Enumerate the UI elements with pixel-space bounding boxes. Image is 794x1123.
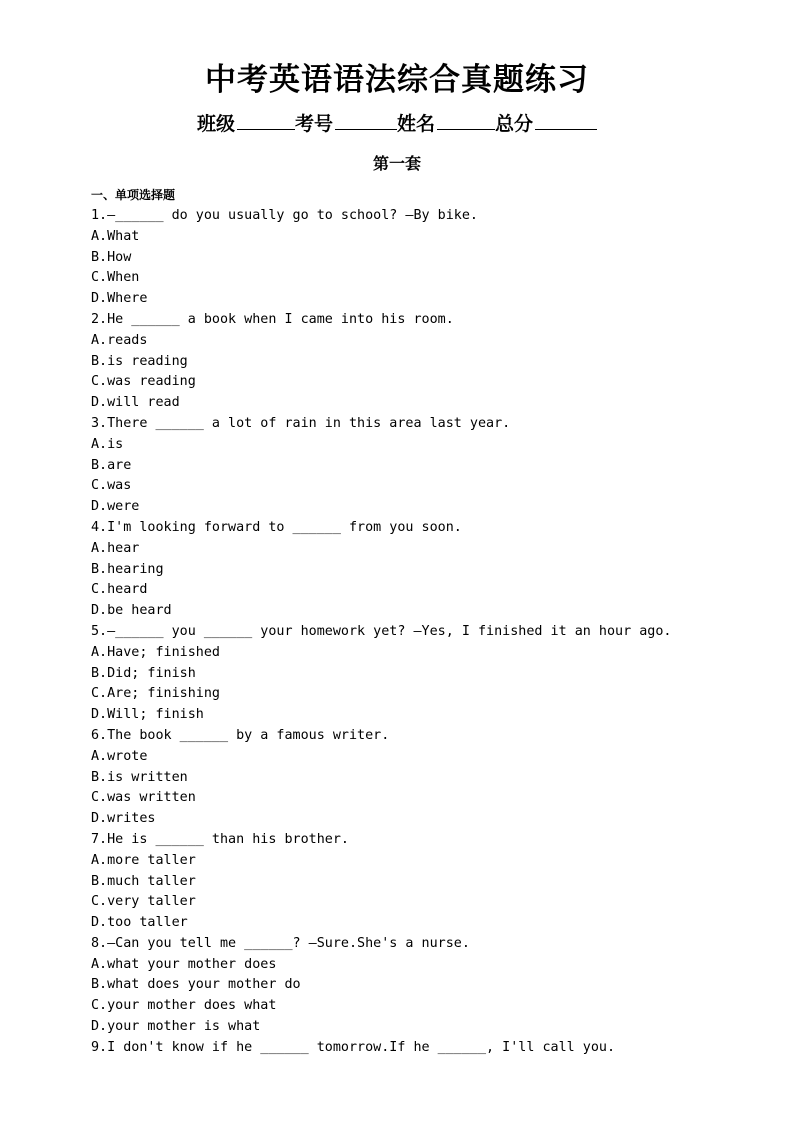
option-a: A.hear xyxy=(91,540,140,556)
set-title: 第一套 xyxy=(372,154,421,173)
page-title: 中考英语语法综合真题练习 xyxy=(205,62,589,98)
name-field xyxy=(397,113,495,135)
question-stem: 8.—Can you tell me ______? —Sure.She's a nurse. xyxy=(91,935,470,951)
option-d: D.Will; finish xyxy=(91,707,204,723)
total-score-field xyxy=(495,113,597,135)
question-stem: 7.He is ______ than his brother. xyxy=(91,831,349,847)
option-c: C.Are; finishing xyxy=(91,686,220,702)
option-b: B.How xyxy=(91,249,132,265)
name-label: 姓名 xyxy=(397,113,436,135)
option-c: C.was xyxy=(91,478,132,494)
exam-number-label: 考号 xyxy=(294,113,333,135)
option-d: D.were xyxy=(91,499,140,515)
question-stem: 3.There ______ a lot of rain in this area last year. xyxy=(91,415,511,431)
total-score-label: 总分 xyxy=(495,113,534,135)
option-b: B.hearing xyxy=(91,561,164,577)
question-stem: 6.The book ______ by a famous writer. xyxy=(91,727,390,743)
option-a: A.Have; finished xyxy=(91,644,220,660)
option-b: B.are xyxy=(91,457,132,473)
option-b: B.much taller xyxy=(91,873,196,889)
option-a: A.what your mother does xyxy=(91,956,277,972)
option-a: A.wrote xyxy=(91,748,148,764)
name-blank[interactable] xyxy=(437,111,495,130)
option-d: D.be heard xyxy=(91,603,172,619)
option-b: B.what does your mother do xyxy=(91,977,301,993)
section-heading: 一、单项选择题 xyxy=(91,188,176,202)
question-block xyxy=(91,726,751,830)
option-a: A.more taller xyxy=(91,852,196,868)
question-stem: 9.I don't know if he ______ tomorrow.If he ______, I'll call you. xyxy=(91,1039,616,1055)
option-a: A.reads xyxy=(91,332,148,348)
class-label: 班级 xyxy=(196,113,235,135)
exam-number-blank[interactable] xyxy=(335,111,397,130)
question-block xyxy=(91,310,751,414)
question-stem: 1.—______ do you usually go to school? —By bike. xyxy=(91,208,478,223)
class-blank[interactable] xyxy=(237,111,295,130)
question-block xyxy=(91,622,751,726)
option-d: D.Where xyxy=(91,291,148,307)
option-a: A.What xyxy=(91,228,140,244)
option-c: C.very taller xyxy=(91,894,196,910)
question-block xyxy=(91,830,751,934)
question-stem: 2.He ______ a book when I came into his room. xyxy=(91,311,454,327)
option-c: C.heard xyxy=(91,582,148,598)
question-block xyxy=(91,206,751,310)
option-c: C.was reading xyxy=(91,374,196,390)
class-field xyxy=(197,113,295,135)
question-block xyxy=(91,934,751,1038)
option-d: D.your mother is what xyxy=(91,1019,261,1035)
question-block xyxy=(91,414,751,518)
option-a: A.is xyxy=(91,436,124,452)
option-c: C.your mother does what xyxy=(91,998,277,1014)
questions-list xyxy=(91,206,751,1059)
exam-number-field xyxy=(295,113,397,135)
option-d: D.will read xyxy=(91,395,180,411)
option-c: C.When xyxy=(91,270,140,286)
option-d: D.writes xyxy=(91,811,156,827)
option-b: B.is reading xyxy=(91,353,188,369)
question-stem: 5.—______ you ______ your homework yet? —Yes, I finished it an hour ago. xyxy=(91,623,672,639)
student-info-line xyxy=(0,110,794,138)
question-stem: 4.I'm looking forward to ______ from you soon. xyxy=(91,519,462,535)
question-block xyxy=(91,1038,751,1059)
question-block xyxy=(91,518,751,622)
total-score-blank[interactable] xyxy=(535,111,597,130)
option-d: D.too taller xyxy=(91,915,188,931)
option-b: B.Did; finish xyxy=(91,665,196,681)
option-c: C.was written xyxy=(91,790,196,806)
option-b: B.is written xyxy=(91,769,188,785)
